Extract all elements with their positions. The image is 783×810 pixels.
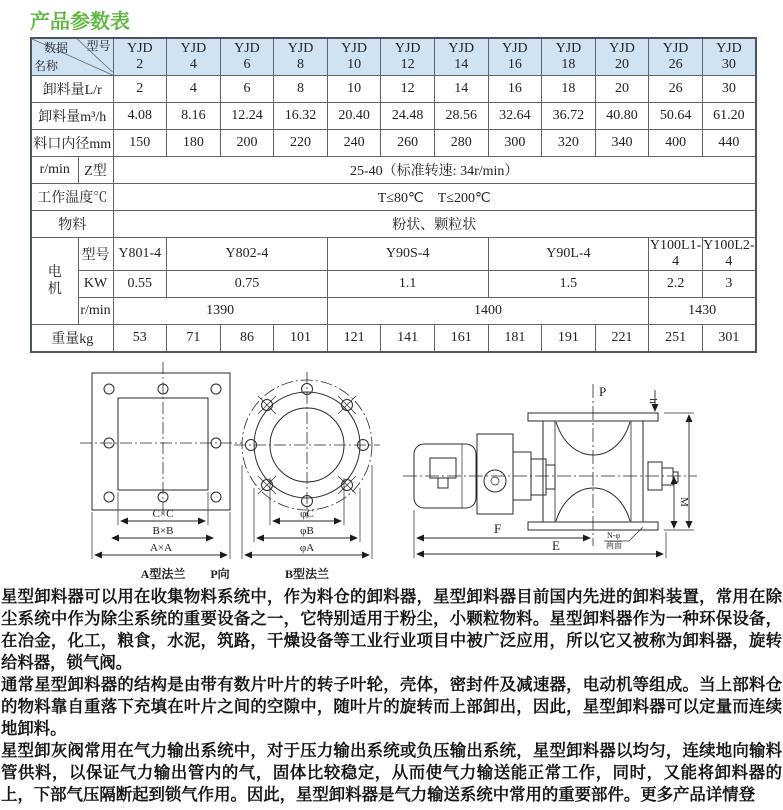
dim-label-cxc: C×C bbox=[152, 508, 174, 520]
table-cell: 191 bbox=[542, 325, 596, 352]
row-label: 卸料量L/r bbox=[31, 76, 113, 103]
technical-drawings bbox=[0, 360, 783, 591]
table-cell: 8.16 bbox=[167, 103, 221, 130]
table-cell: T≤80℃ T≤200℃ bbox=[113, 184, 756, 211]
table-cell: 220 bbox=[274, 130, 328, 157]
column-header: YJD 12 bbox=[381, 38, 435, 76]
table-cell: 260 bbox=[381, 130, 435, 157]
corner-model-label: 型号 bbox=[86, 39, 111, 53]
table-cell: 36.72 bbox=[542, 103, 596, 130]
flange-a-drawing bbox=[80, 362, 242, 581]
table-cell: 141 bbox=[381, 325, 435, 352]
column-header: YJD 14 bbox=[434, 38, 488, 76]
table-cell: 24.48 bbox=[381, 103, 435, 130]
column-header: YJD 2 bbox=[113, 38, 167, 76]
table-row bbox=[31, 211, 756, 238]
table-cell: 180 bbox=[167, 130, 221, 157]
corner-data-label: 数据 bbox=[44, 41, 69, 55]
column-header: YJD 30 bbox=[702, 38, 756, 76]
table-cell: 4.08 bbox=[113, 103, 167, 130]
table-cell: 30 bbox=[702, 76, 756, 103]
table-cell: Y801-4 bbox=[113, 238, 167, 271]
table-cell: 101 bbox=[274, 325, 328, 352]
table-cell: Y100L1-4 bbox=[649, 238, 702, 269]
row-label: 电机 bbox=[31, 238, 78, 325]
dim-label-bxb: B×B bbox=[152, 525, 174, 537]
table-cell: 16 bbox=[488, 76, 542, 103]
table-cell: 0.75 bbox=[167, 271, 328, 298]
table-cell: 50.64 bbox=[649, 103, 703, 130]
table-cell: Y90L-4 bbox=[488, 238, 649, 271]
table-cell: 320 bbox=[542, 130, 596, 157]
table-cell: 14 bbox=[434, 76, 488, 103]
table-cell: 粉状、颗粒状 bbox=[113, 211, 756, 238]
drawings-svg bbox=[0, 360, 783, 586]
table-cell: 32.64 bbox=[488, 103, 542, 130]
column-header: YJD 18 bbox=[542, 38, 596, 76]
row-label: KW bbox=[78, 271, 113, 298]
table-row bbox=[31, 238, 756, 271]
table-cell: 25-40（标准转速: 34r/min） bbox=[113, 157, 756, 184]
table-cell: Y802-4 bbox=[167, 238, 328, 271]
corner-name-label: 名称 bbox=[34, 59, 59, 74]
dim-label-axa: A×A bbox=[149, 542, 173, 554]
table-cell: 2.2 bbox=[649, 271, 703, 298]
header-row bbox=[31, 38, 756, 76]
table-cell: 340 bbox=[595, 130, 649, 157]
table-cell: 1400 bbox=[327, 298, 648, 325]
table-cell: 440 bbox=[702, 130, 756, 157]
table-cell: 1.5 bbox=[488, 271, 649, 298]
table-cell: 16.32 bbox=[274, 103, 328, 130]
table-cell: 200 bbox=[220, 130, 274, 157]
row-label: Z型 bbox=[78, 157, 113, 184]
table-cell: 28.56 bbox=[434, 103, 488, 130]
table-row bbox=[31, 157, 756, 184]
table-cell: Y100L2-4 bbox=[703, 238, 755, 269]
table-cell: 240 bbox=[327, 130, 381, 157]
dim-label-phic: φC bbox=[300, 508, 314, 520]
table-row bbox=[31, 271, 756, 298]
table-cell: 4 bbox=[167, 76, 221, 103]
row-label: r/min bbox=[78, 298, 113, 325]
table-cell: 1.1 bbox=[327, 271, 488, 298]
assembly-label-p: P bbox=[599, 384, 607, 399]
table-cell: 61.20 bbox=[702, 103, 756, 130]
table-row bbox=[31, 325, 756, 352]
table-cell: 181 bbox=[488, 325, 542, 352]
row-label: 卸料量m³/h bbox=[31, 103, 113, 130]
row-label: 重量kg bbox=[31, 325, 113, 352]
table-cell: 3 bbox=[702, 271, 756, 298]
dim-label-phia: φA bbox=[299, 542, 315, 554]
flange-b-drawing bbox=[234, 372, 380, 581]
table-cell: 86 bbox=[220, 325, 274, 352]
table-cell: 53 bbox=[113, 325, 167, 352]
view-p-label: P向 bbox=[210, 567, 230, 581]
table-cell: 251 bbox=[649, 325, 703, 352]
table-cell: 12 bbox=[381, 76, 435, 103]
table-cell: 150 bbox=[113, 130, 167, 157]
assembly-label-h: h bbox=[647, 398, 659, 404]
table-cell: 26 bbox=[649, 76, 703, 103]
table-body bbox=[31, 76, 756, 352]
assembly-label-f: F bbox=[494, 521, 502, 536]
table-cell: 20 bbox=[595, 76, 649, 103]
table-cell: 10 bbox=[327, 76, 381, 103]
row-label: 料口内径mm bbox=[31, 130, 113, 157]
table-row bbox=[31, 76, 756, 103]
table-cell: 300 bbox=[488, 130, 542, 157]
product-spec-table bbox=[30, 37, 757, 353]
page-title: 产品参数表 bbox=[30, 11, 130, 33]
table-row bbox=[31, 184, 756, 211]
table-cell: 121 bbox=[327, 325, 381, 352]
column-header: YJD 4 bbox=[167, 38, 221, 76]
assembly-label-n-phi: N-φ bbox=[607, 531, 621, 540]
table-cell: 0.55 bbox=[113, 271, 167, 298]
table-cell: 12.24 bbox=[220, 103, 274, 130]
column-header: YJD 10 bbox=[327, 38, 381, 76]
column-header: YJD 20 bbox=[595, 38, 649, 76]
dim-label-phib: φB bbox=[300, 525, 314, 537]
row-label: 工作温度℃ bbox=[31, 184, 113, 211]
row-label: 型号 bbox=[78, 238, 113, 271]
table-cell: 301 bbox=[702, 325, 756, 352]
table-cell: 400 bbox=[649, 130, 703, 157]
table-cell: 221 bbox=[595, 325, 649, 352]
table-cell: 20.40 bbox=[327, 103, 381, 130]
description-paragraph: 星型卸料器可以用在收集物料系统中，作为料仓的卸料器，星型卸料器目前国内先进的卸料装置，常用在除尘系统中作为除尘系统的重要设备之一，它特别适用于粉尘，小颗粒物料。星型卸料器作为一种环保设备，在冶金，化工，粮食，水泥，筑路，干燥设备等工业行业项目中被广泛应用，所以它又被称为卸料器，旋转给料器，锁气阀。 bbox=[1, 588, 782, 672]
table-row bbox=[31, 103, 756, 130]
table-cell: 1430 bbox=[649, 298, 756, 325]
assembly-drawing bbox=[403, 384, 697, 558]
table-cell: 1390 bbox=[113, 298, 327, 325]
row-label: r/min bbox=[31, 157, 78, 184]
assembly-label-e: E bbox=[552, 538, 560, 553]
table-cell: 18 bbox=[542, 76, 596, 103]
product-description bbox=[1, 586, 782, 806]
table-cell: 71 bbox=[167, 325, 221, 352]
corner-cell bbox=[31, 38, 113, 76]
column-header: YJD 6 bbox=[220, 38, 274, 76]
table-cell: 161 bbox=[434, 325, 488, 352]
table-cell: 8 bbox=[274, 76, 328, 103]
flange-a-caption: A型法兰 bbox=[140, 567, 186, 581]
table-cell: 40.80 bbox=[595, 103, 649, 130]
column-header: YJD 16 bbox=[488, 38, 542, 76]
table-cell: Y90S-4 bbox=[327, 238, 488, 271]
assembly-label-m: M bbox=[678, 497, 690, 507]
assembly-label-liangmian: 两面 bbox=[606, 541, 622, 550]
flange-b-caption: B型法兰 bbox=[284, 567, 330, 581]
description-paragraph: 通常星型卸料器的结构是由带有数片叶片的转子叶轮，壳体，密封件及减速器，电动机等组成。当上部料仓的物料靠自重落下充填在叶片之间的空隙中，随叶片的旋转而上部卸出，因此，星型卸料器可以定量而连续地卸料。 bbox=[1, 676, 782, 738]
column-header: YJD 8 bbox=[274, 38, 328, 76]
table-cell: 6 bbox=[220, 76, 274, 103]
table-row bbox=[31, 298, 756, 325]
description-paragraph: 星型卸灰阀常用在气力输出系统中，对于压力输出系统或负压输出系统，星型卸料器以均匀，连续地向输料管供料，以保证气力输出管内的气，固体比较稳定，从而使气力输送能正常工作，同时，又能将卸料器的上，下部气压隔断起到锁气作用。因此，星型卸料器是气力输送系统中常用的重要部件。更多产品详情登 bbox=[1, 742, 782, 804]
row-label: 物料 bbox=[31, 211, 113, 238]
table-cell: 280 bbox=[434, 130, 488, 157]
table-cell: 2 bbox=[113, 76, 167, 103]
column-header: YJD 26 bbox=[649, 38, 703, 76]
table-row bbox=[31, 130, 756, 157]
